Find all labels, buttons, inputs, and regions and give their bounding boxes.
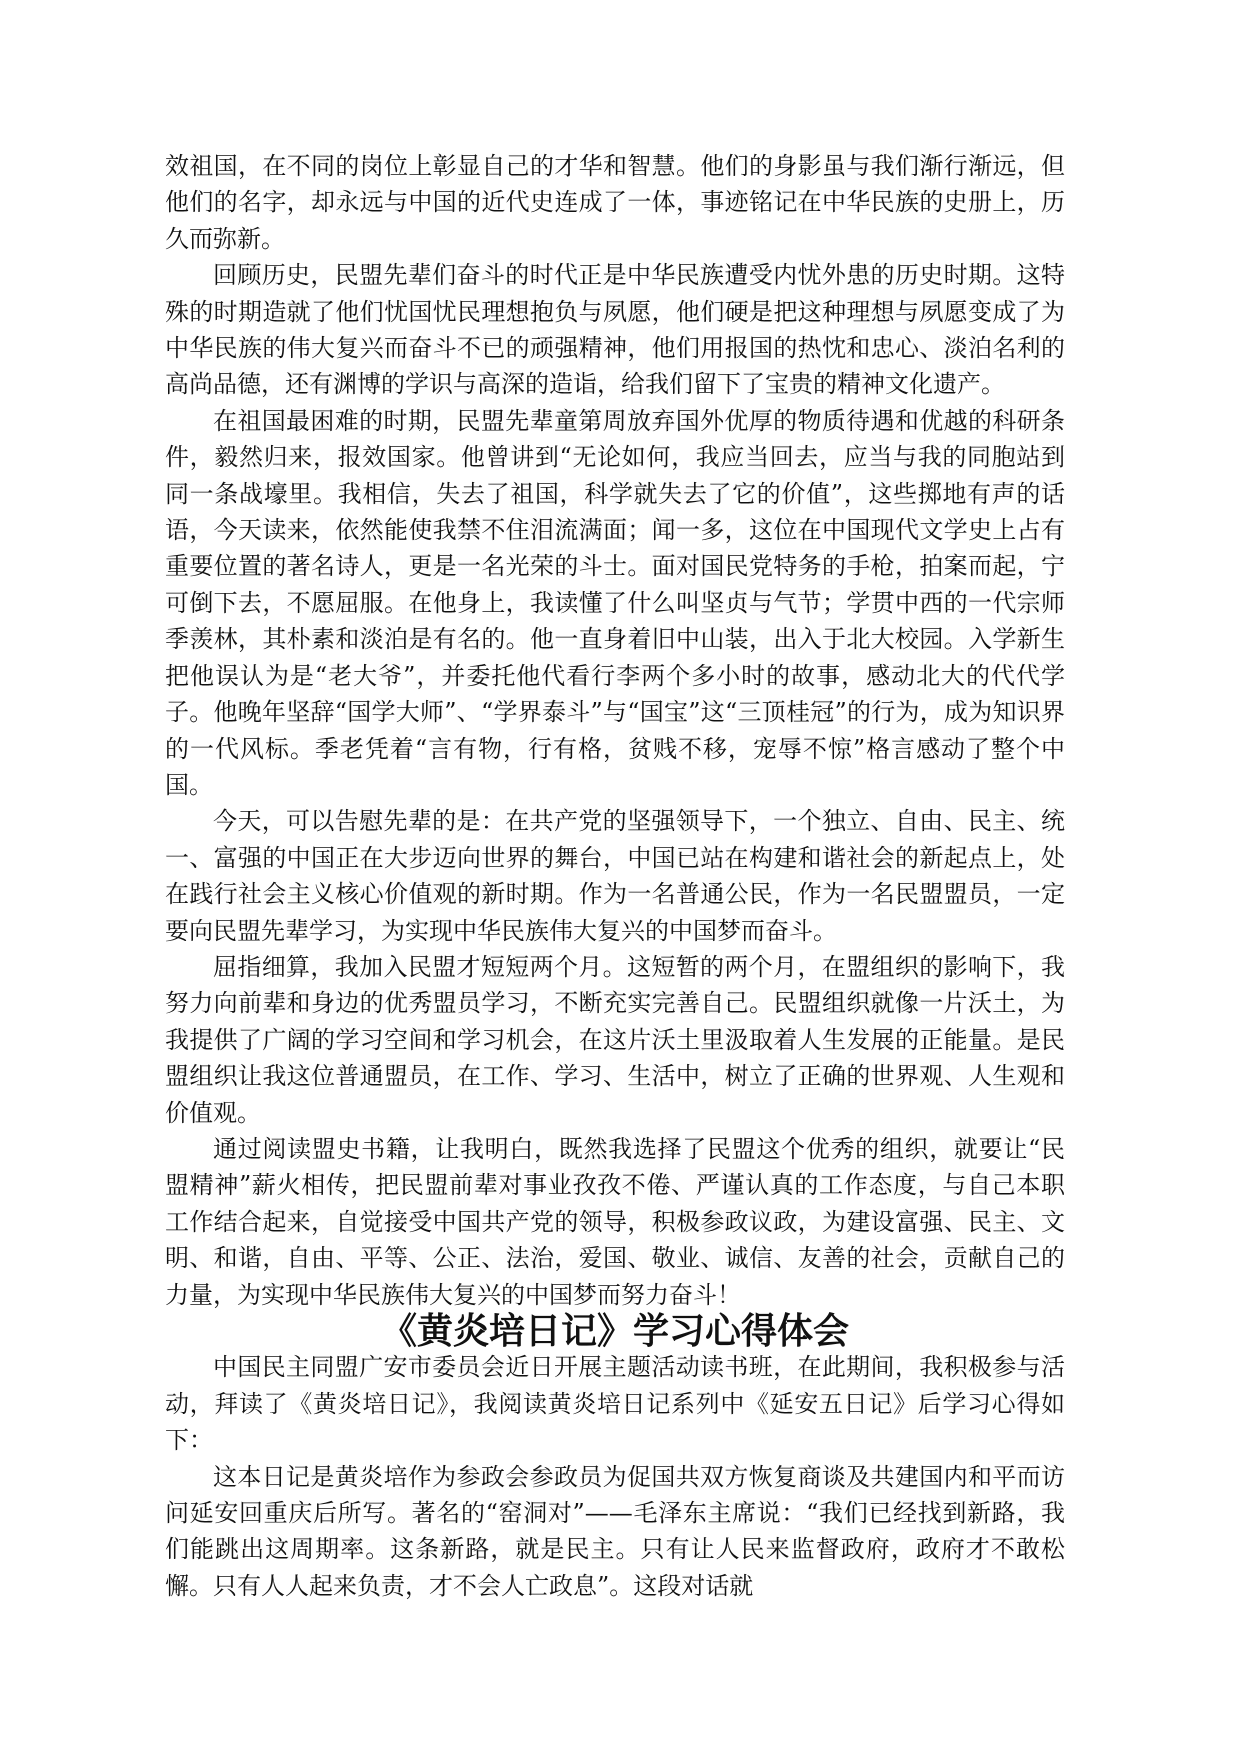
paragraph-intro-continuation: 效祖国，在不同的岗位上彰显自己的才华和智慧。他们的身影虽与我们渐行渐远，但他们的名字，却永远与中国的近代史连成了一体，事迹铭记在中华民族的史册上，历久而弥新。 xyxy=(165,152,1065,253)
paragraph-diary-background: 这本日记是黄炎培作为参政会参政员为促国共双方恢复商谈及共建国内和平而访问延安回重庆后所写。著名的“窑洞对”——毛泽东主席说：“我们已经找到新路，我们能跳出这周期率。这条新路，就是民主。只有让人民来监督政府，政府才不敢松懈。只有人人起来负责，才不会人亡政息”。这段对话就 xyxy=(165,1462,1065,1600)
section-heading: 《黄炎培日记》学习心得体会 xyxy=(380,1310,849,1352)
document-page xyxy=(165,148,1065,1604)
paragraph-reading-history: 通过阅读盟史书籍，让我明白，既然我选择了民盟这个优秀的组织，就要让“民盟精神”薪火相传，把民盟前辈对事业孜孜不倦、严谨认真的工作态度，与自己本职工作结合起来，自觉接受中国共产党的领导，积极参政议政，为建设富强、民主、文明、和谐，自由、平等、公正、法治，爱国、敬业、诚信、友善的社会，贡献自己的力量，为实现中华民族伟大复兴的中国梦而努力奋斗！ xyxy=(165,1134,1065,1309)
paragraph-two-months: 屈指细算，我加入民盟才短短两个月。这短暂的两个月，在盟组织的影响下，我努力向前辈和身边的优秀盟员学习，不断充实完善自己。民盟组织就像一片沃土，为我提供了广阔的学习空间和学习机会，在这片沃土里汲取着人生发展的正能量。是民盟组织让我这位普通盟员，在工作、学习、生活中，树立了正确的世界观、人生观和价值观。 xyxy=(165,952,1065,1127)
paragraph-today: 今天，可以告慰先辈的是：在共产党的坚强领导下，一个独立、自由、民主、统一、富强的中国正在大步迈向世界的舞台，中国已站在构建和谐社会的新起点上，处在践行社会主义核心价值观的新时期。作为一名普通公民，作为一名民盟盟员，一定要向民盟先辈学习，为实现中华民族伟大复兴的中国梦而奋斗。 xyxy=(165,807,1065,945)
paragraph-predecessors: 在祖国最困难的时期，民盟先辈童第周放弃国外优厚的物质待遇和优越的科研条件，毅然归来，报效国家。他曾讲到“无论如何，我应当回去，应当与我的同胞站到同一条战壕里。我相信，失去了祖国，科学就失去了它的价值”，这些掷地有声的话语，今天读来，依然能使我禁不住泪流满面；闻一多，这位在中国现代文学史上占有重要位置的著名诗人，更是一名光荣的斗士。面对国民党特务的手枪，拍案而起，宁可倒下去，不愿屈服。在他身上，我读懂了什么叫坚贞与气节；学贯中西的一代宗师季羡林，其朴素和淡泊是有名的。他一直身着旧中山装，出入于北大校园。入学新生把他误认为是“老大爷”，并委托他代看行李两个多小时的故事，感动北大的代代学子。他晚年坚辞“国学大师”、“学界泰斗”与“国宝”这“三顶桂冠”的行为，成为知识界的一代风标。季老凭着“言有物，行有格，贫贱不移，宠辱不惊”格言感动了整个中国。 xyxy=(165,406,1065,799)
paragraph-reading-class: 中国民主同盟广安市委员会近日开展主题活动读书班，在此期间，我积极参与活动，拜读了《黄炎培日记》，我阅读黄炎培日记系列中《延安五日记》后学习心得如下： xyxy=(165,1353,1065,1455)
paragraph-history-review: 回顾历史，民盟先辈们奋斗的时代正是中华民族遭受内忧外患的历史时期。这特殊的时期造就了他们忧国忧民理想抱负与夙愿，他们硬是把这种理想与夙愿变成了为中华民族的伟大复兴而奋斗不已的顽强精神，他们用报国的热忱和忠心、淡泊名利的高尚品德，还有渊博的学识与高深的造诣，给我们留下了宝贵的精神文化遗产。 xyxy=(165,261,1065,399)
